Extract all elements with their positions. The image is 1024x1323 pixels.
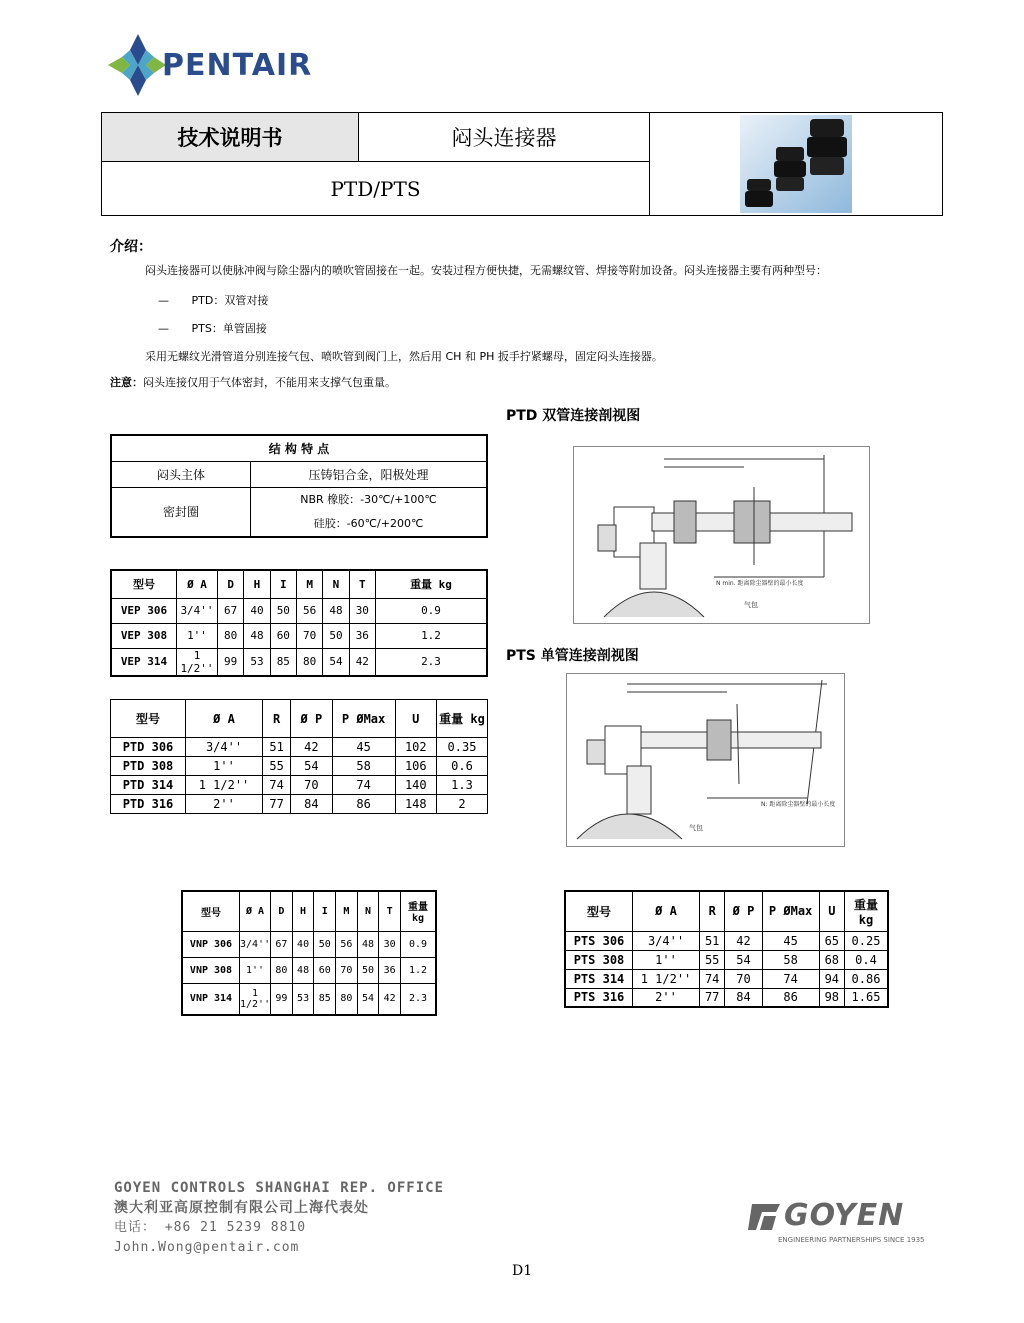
table-cell: 36 [379,957,401,983]
table-cell: 99 [271,983,293,1015]
table-cell: 70 [725,969,762,988]
table-cell: 1'' [633,950,700,969]
features-title: 结 构 特 点 [111,435,487,461]
table-header: P ØMax [332,700,395,738]
table-header: H [292,891,314,931]
table-header: H [244,570,270,598]
table-header: Ø A [633,891,700,931]
table-cell: VNP 314 [182,983,240,1015]
table-header: T [349,570,375,598]
table-row [565,931,888,950]
table-cell: 84 [291,795,332,814]
table-header: 重量 kg [401,891,437,931]
table-cell: 68 [819,950,844,969]
table-cell: 45 [762,931,819,950]
table-cell: 85 [270,648,296,676]
intro-note [110,374,930,390]
table-cell: PTD 314 [111,776,186,795]
table-cell: 53 [244,648,270,676]
intro-list-item [158,320,930,336]
table-cell: VNP 308 [182,957,240,983]
table-cell: 2'' [633,988,700,1007]
table-cell: 3/4'' [633,931,700,950]
table-cell: 60 [314,957,336,983]
ptd-cross-section-diagram [573,446,870,624]
table-cell: 1.2 [401,957,437,983]
table-cell: 1.65 [845,988,889,1007]
table-cell: 60 [270,623,296,648]
table-cell: 30 [349,598,375,623]
table-cell: 42 [725,931,762,950]
table-cell: VEP 314 [111,648,177,676]
list-dash: — [158,294,169,307]
table-cell: 74 [700,969,725,988]
table-cell: PTD 316 [111,795,186,814]
table-header: I [314,891,336,931]
table-cell: 106 [395,757,436,776]
table-row [111,776,488,795]
table-cell: 56 [296,598,322,623]
table-cell: 50 [323,623,349,648]
table-cell: 74 [332,776,395,795]
table-row [111,648,487,676]
features-table [110,434,488,538]
table-cell: 70 [296,623,322,648]
table-cell: 94 [819,969,844,988]
table-cell: 48 [357,931,379,957]
table-cell: PTD 306 [111,738,186,757]
table-header: 重量 kg [376,570,488,598]
table-cell: 54 [357,983,379,1015]
table-row [111,795,488,814]
table-cell: 74 [762,969,819,988]
feature-value: 硅胶：-60℃/+200℃ [313,516,424,530]
office-name-en: GOYEN CONTROLS SHANGHAI REP. OFFICE [114,1180,445,1196]
table-cell: 40 [292,931,314,957]
table-cell: PTD 308 [111,757,186,776]
header-box [101,112,943,216]
note-text: 闷头连接仅用于气体密封，不能用来支撑气包重量。 [143,376,396,389]
table-header: 型号 [111,700,186,738]
table-cell: 1'' [186,757,263,776]
table-row [111,738,488,757]
table-cell: 3/4'' [177,598,218,623]
table-cell: 80 [336,983,358,1015]
table-cell: 42 [349,648,375,676]
list-dash: — [158,322,169,335]
table-header: 重量 kg [437,700,488,738]
table-cell: 2'' [186,795,263,814]
table-header: M [296,570,322,598]
pentair-logo [108,34,348,96]
pentair-wordmark: PENTAIR [162,48,313,83]
table-cell: 50 [357,957,379,983]
table-row [182,931,436,957]
table-cell: 1 1/2'' [240,983,271,1015]
table-header: P ØMax [762,891,819,931]
table-cell: 140 [395,776,436,795]
table-header: 重量 kg [845,891,889,931]
table-row [182,983,436,1015]
goyen-mark-icon [748,1204,780,1230]
table-header: T [379,891,401,931]
table-cell: 54 [291,757,332,776]
table-header: Ø A [177,570,218,598]
table-header: 型号 [111,570,177,598]
table-cell: 50 [314,931,336,957]
table-cell: 86 [762,988,819,1007]
table-cell: VEP 306 [111,598,177,623]
table-cell: 1 1/2'' [633,969,700,988]
table-cell: 51 [700,931,725,950]
doc-type-title: 技术说明书 [102,113,359,162]
ptd-figure-title: PTD 双管连接剖视图 [506,408,641,424]
table-cell: 30 [379,931,401,957]
table-cell: 42 [379,983,401,1015]
table-cell: 99 [218,648,244,676]
note-label: 注意： [110,376,143,389]
table-cell: 98 [819,988,844,1007]
table-cell: 70 [336,957,358,983]
table-cell: 0.4 [845,950,889,969]
table-header: 型号 [182,891,240,931]
table-cell: 2 [437,795,488,814]
table-cell: 50 [270,598,296,623]
office-email[interactable]: John.Wong@pentair.com [114,1240,300,1255]
table-cell: 65 [819,931,844,950]
page-number: D1 [512,1263,533,1279]
model-title: PTD/PTS [330,176,421,201]
intro-paragraph-1: 闷头连接器可以使脉冲阀与除尘器内的喷吹管固接在一起。安装过程方便快捷，无需螺纹管、焊接等附加设备。闷头连接器主要有两种型号： [145,264,827,277]
table-header: N [357,891,379,931]
list-text: PTS：单管固接 [191,322,267,335]
table-row [182,957,436,983]
table-header: R [263,700,291,738]
table-cell: 77 [263,795,291,814]
table-cell: 45 [332,738,395,757]
table-header: D [271,891,293,931]
table-cell: PTS 306 [565,931,633,950]
product-title: 闷头连接器 [359,113,649,162]
intro-paragraph-2: 采用无螺纹光滑管道分别连接气包、喷吹管到阀门上，然后用 CH 和 PH 扳手拧紧螺母，固定闷头连接器。 [145,350,663,363]
table-cell: 48 [244,623,270,648]
table-cell: PTS 316 [565,988,633,1007]
table-header: R [700,891,725,931]
ptd-tank-label: 气包 [744,601,758,609]
table-cell: 148 [395,795,436,814]
table-header: N [323,570,349,598]
office-name-cn: 澳大利亚高原控制有限公司上海代表处 [114,1200,369,1216]
goyen-logo [748,1200,928,1250]
vnp-table [181,890,437,1016]
footer-contact [114,1178,444,1258]
table-cell: 58 [332,757,395,776]
table-cell: 84 [725,988,762,1007]
goyen-wordmark: GOYEN [784,1198,905,1233]
table-cell: 48 [323,598,349,623]
table-row [111,598,487,623]
table-header: Ø A [186,700,263,738]
table-cell: 2.3 [376,648,488,676]
table-cell: 80 [271,957,293,983]
intro-heading: 介绍： [110,239,152,255]
table-cell: 40 [244,598,270,623]
table-cell: 2.3 [401,983,437,1015]
table-cell: 74 [263,776,291,795]
table-cell: 77 [700,988,725,1007]
table-cell: 55 [700,950,725,969]
feature-label: 闷头主体 [111,461,251,487]
table-cell: 80 [218,623,244,648]
table-cell: 102 [395,738,436,757]
table-cell: 1 1/2'' [186,776,263,795]
table-cell: 1.3 [437,776,488,795]
intro-list-item [158,292,930,308]
pts-table [564,890,889,1008]
table-cell: 0.9 [376,598,488,623]
table-cell: 0.35 [437,738,488,757]
goyen-tagline: ENGINEERING PARTNERSHIPS SINCE 1935 [778,1236,925,1244]
table-cell: 85 [314,983,336,1015]
table-cell: PTS 308 [565,950,633,969]
ptd-note: N min. 距离除尘器壁的最小长度 [716,580,804,587]
table-cell: 54 [725,950,762,969]
table-cell: 80 [296,648,322,676]
table-cell: VEP 308 [111,623,177,648]
table-header: M [336,891,358,931]
table-cell: 53 [292,983,314,1015]
list-text: PTD：双管对接 [191,294,269,307]
table-header: 型号 [565,891,633,931]
pentair-diamond-icon [108,34,168,96]
table-header: U [819,891,844,931]
table-cell: 1'' [177,623,218,648]
table-cell: 42 [291,738,332,757]
table-row [565,950,888,969]
table-row [565,988,888,1007]
table-cell: 1 1/2'' [177,648,218,676]
table-cell: 0.6 [437,757,488,776]
table-row [111,757,488,776]
table-cell: 1.2 [376,623,488,648]
table-header: U [395,700,436,738]
table-cell: 67 [218,598,244,623]
table-row [111,623,487,648]
table-header: Ø A [240,891,271,931]
table-header: Ø P [291,700,332,738]
feature-value: NBR 橡胶：-30℃/+100℃ [300,492,437,506]
table-row [565,969,888,988]
table-cell: 0.25 [845,931,889,950]
table-cell: 58 [762,950,819,969]
intro-section [110,236,930,390]
table-cell: 56 [336,931,358,957]
table-cell: 51 [263,738,291,757]
table-header: D [218,570,244,598]
table-header: I [270,570,296,598]
table-cell: 70 [291,776,332,795]
table-cell: 48 [292,957,314,983]
feature-value: 压铸铝合金，阳极处理 [251,461,488,487]
table-cell: 86 [332,795,395,814]
pts-figure-title: PTS 单管连接剖视图 [506,648,639,664]
pts-note: N: 距离除尘器壁的最小长度 [761,801,836,808]
table-header: Ø P [725,891,762,931]
table-cell: 3/4'' [240,931,271,957]
table-cell: 36 [349,623,375,648]
table-cell: VNP 306 [182,931,240,957]
feature-label: 密封圈 [111,487,251,537]
table-cell: 67 [271,931,293,957]
pts-tank-label: 气包 [689,824,703,832]
vep-table [110,569,488,677]
table-cell: 1'' [240,957,271,983]
pts-cross-section-diagram [566,673,845,847]
table-cell: 54 [323,648,349,676]
table-cell: PTS 314 [565,969,633,988]
product-photo [649,113,943,215]
ptd-table [110,699,488,814]
table-cell: 0.86 [845,969,889,988]
office-phone: 电话： +86 21 5239 8810 [114,1220,307,1235]
table-cell: 0.9 [401,931,437,957]
table-cell: 3/4'' [186,738,263,757]
table-cell: 55 [263,757,291,776]
